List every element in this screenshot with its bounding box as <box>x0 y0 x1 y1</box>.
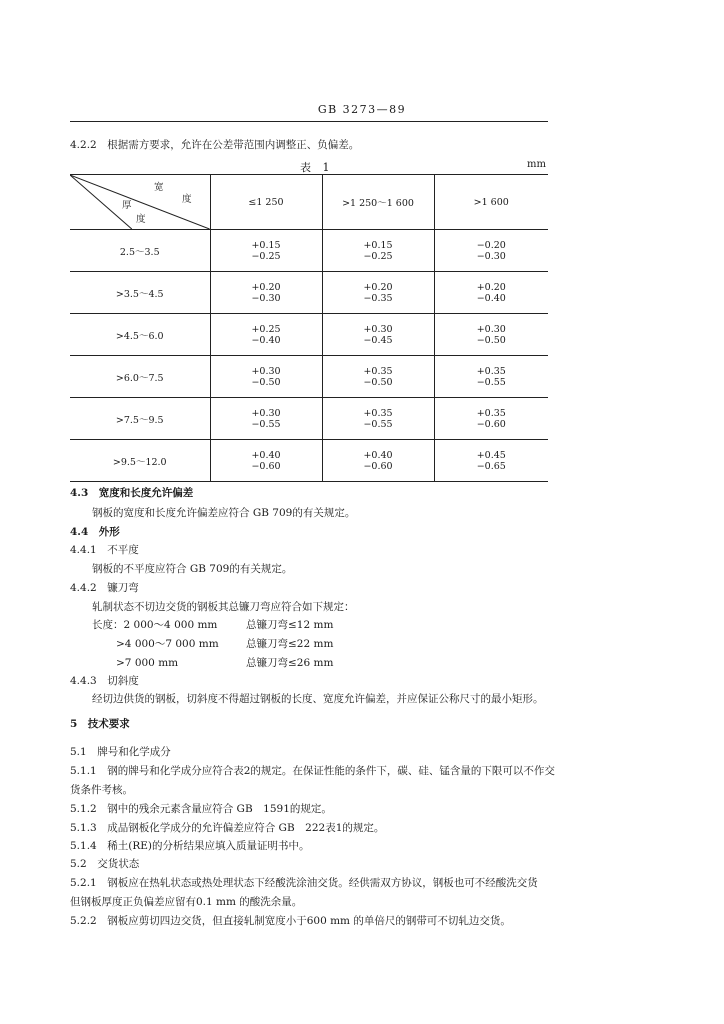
lower-deviation: −0.55 <box>251 418 281 430</box>
para-4-4-1: 钢板的不平度应符合 GB 709的有关规定。 <box>92 563 293 575</box>
upper-deviation: −0.20 <box>476 239 506 251</box>
lower-deviation: −0.60 <box>476 418 506 430</box>
tolerance-table <box>70 174 548 482</box>
section-5: 5 技术要求 <box>70 718 130 730</box>
upper-deviation: +0.25 <box>251 323 281 335</box>
table-row <box>70 398 548 440</box>
lower-deviation: −0.25 <box>363 250 393 262</box>
para-4-3: 钢板的宽度和长度允许偏差应符合 GB 709的有关规定。 <box>92 507 356 519</box>
lower-deviation: −0.50 <box>363 376 393 388</box>
row-label: 2.5～3.5 <box>70 230 210 272</box>
length-range: >7 000 mm <box>116 657 179 669</box>
para-5-2-2: 5.2.2 钢板应剪切四边交货，但直接轧制宽度小于600 mm 的单倍尺的钢带可不切轧边交货。 <box>70 915 511 927</box>
lower-deviation: −0.55 <box>363 418 393 430</box>
tolerance-cell <box>210 356 322 398</box>
col-header: >1 250～1 600 <box>322 175 434 230</box>
row-label: >7.5～9.5 <box>70 398 210 440</box>
corner-width-1: 宽 <box>154 182 164 193</box>
upper-deviation: +0.30 <box>476 323 506 335</box>
tolerance-cell <box>210 272 322 314</box>
lower-deviation: −0.60 <box>251 460 281 472</box>
table-unit: mm <box>527 159 546 170</box>
camber-value: 总镰刀弯≤26 mm <box>246 657 334 669</box>
section-4-4-3: 4.4.3 切斜度 <box>70 675 139 687</box>
table-row <box>70 272 548 314</box>
col-header: ≤1 250 <box>210 175 322 230</box>
clause-4-2-2: 4.2.2 根据需方要求，允许在公差带范围内调整正、负偏差。 <box>70 139 360 151</box>
section-5-2: 5.2 交货状态 <box>70 858 140 870</box>
corner-width-2: 度 <box>182 194 192 205</box>
table-caption: 表 1 <box>300 161 334 174</box>
page-header: GB 3273—89 <box>317 103 407 116</box>
tolerance-cell <box>210 230 322 272</box>
table-row <box>70 356 548 398</box>
upper-deviation: +0.35 <box>363 407 393 419</box>
tolerance-cell <box>322 314 434 356</box>
tolerance-cell <box>434 440 548 482</box>
para-5-2-1: 5.2.1 钢板应在热轧状态或热处理状态下经酸洗涂油交货。经供需双方协议，钢板也可不经酸洗交货 <box>70 877 538 889</box>
para-5-1-1-cont: 货条件考核。 <box>70 784 133 796</box>
table-corner-cell <box>70 175 210 230</box>
row-label: >9.5～12.0 <box>70 440 210 482</box>
tolerance-cell <box>434 230 548 272</box>
table-row <box>70 440 548 482</box>
camber-value: 总镰刀弯≤22 mm <box>246 638 334 650</box>
lower-deviation: −0.50 <box>476 334 506 346</box>
corner-thickness-2: 度 <box>136 214 146 225</box>
row-label: >4.5～6.0 <box>70 314 210 356</box>
tolerance-cell <box>434 356 548 398</box>
tolerance-cell <box>210 314 322 356</box>
lower-deviation: −0.55 <box>476 376 506 388</box>
lower-deviation: −0.40 <box>251 334 281 346</box>
row-label: >6.0～7.5 <box>70 356 210 398</box>
para-5-1-4: 5.1.4 稀土(RE)的分析结果应填入质量证明书中。 <box>70 840 310 852</box>
upper-deviation: +0.30 <box>251 407 281 419</box>
lower-deviation: −0.35 <box>363 292 393 304</box>
upper-deviation: +0.15 <box>251 239 281 251</box>
section-4-4-2: 4.4.2 镰刀弯 <box>70 582 139 594</box>
tolerance-cell <box>434 272 548 314</box>
para-4-4-2: 轧制状态不切边交货的钢板其总镰刀弯应符合如下规定： <box>92 601 355 613</box>
tolerance-cell <box>322 272 434 314</box>
tolerance-cell <box>322 230 434 272</box>
section-4-4-1: 4.4.1 不平度 <box>70 544 139 556</box>
upper-deviation: +0.35 <box>476 365 506 377</box>
lower-deviation: −0.30 <box>251 292 281 304</box>
tolerance-cell <box>322 440 434 482</box>
para-5-1-2: 5.1.2 钢中的残余元素含量应符合 GB 1591的规定。 <box>70 803 332 815</box>
length-range: 长度：2 000～4 000 mm <box>92 619 218 631</box>
section-4-4: 4.4 外形 <box>70 526 120 538</box>
para-5-1-1: 5.1.1 钢的牌号和化学成分应符合表2的规定。在保证性能的条件下，碳、硅、锰含量的下限可以不作交 <box>70 765 555 777</box>
camber-value: 总镰刀弯≤12 mm <box>246 619 334 631</box>
section-5-1: 5.1 牌号和化学成分 <box>70 746 171 758</box>
header-rule <box>70 121 548 122</box>
tolerance-cell <box>322 356 434 398</box>
upper-deviation: +0.40 <box>251 449 281 461</box>
upper-deviation: +0.15 <box>363 239 393 251</box>
upper-deviation: +0.45 <box>476 449 506 461</box>
tolerance-cell <box>434 398 548 440</box>
lower-deviation: −0.60 <box>363 460 393 472</box>
upper-deviation: +0.40 <box>363 449 393 461</box>
para-5-1-3: 5.1.3 成品钢板化学成分的允许偏差应符合 GB 222表1的规定。 <box>70 822 385 834</box>
tolerance-cell <box>322 398 434 440</box>
col-header: >1 600 <box>434 175 548 230</box>
lower-deviation: −0.45 <box>363 334 393 346</box>
tolerance-cell <box>210 440 322 482</box>
tolerance-cell <box>434 314 548 356</box>
para-5-2-1-cont: 但钢板厚度正负偏差应留有0.1 mm 的酸洗余量。 <box>70 896 303 908</box>
table-row <box>70 314 548 356</box>
upper-deviation: +0.20 <box>363 281 393 293</box>
upper-deviation: +0.30 <box>251 365 281 377</box>
upper-deviation: +0.35 <box>476 407 506 419</box>
para-4-4-3: 经切边供货的钢板，切斜度不得超过钢板的长度、宽度允许偏差，并应保证公称尺寸的最小矩形。 <box>92 693 544 705</box>
section-4-3: 4.3 宽度和长度允许偏差 <box>70 487 194 499</box>
upper-deviation: +0.30 <box>363 323 393 335</box>
lower-deviation: −0.40 <box>476 292 506 304</box>
lower-deviation: −0.50 <box>251 376 281 388</box>
tolerance-cell <box>210 398 322 440</box>
upper-deviation: +0.20 <box>251 281 281 293</box>
upper-deviation: +0.35 <box>363 365 393 377</box>
corner-thickness-1: 厚 <box>122 200 132 211</box>
length-range: >4 000～7 000 mm <box>116 638 219 650</box>
lower-deviation: −0.25 <box>251 250 281 262</box>
lower-deviation: −0.30 <box>476 250 506 262</box>
upper-deviation: +0.20 <box>476 281 506 293</box>
lower-deviation: −0.65 <box>476 460 506 472</box>
table-header-row <box>70 175 548 230</box>
row-label: >3.5～4.5 <box>70 272 210 314</box>
table-row <box>70 230 548 272</box>
